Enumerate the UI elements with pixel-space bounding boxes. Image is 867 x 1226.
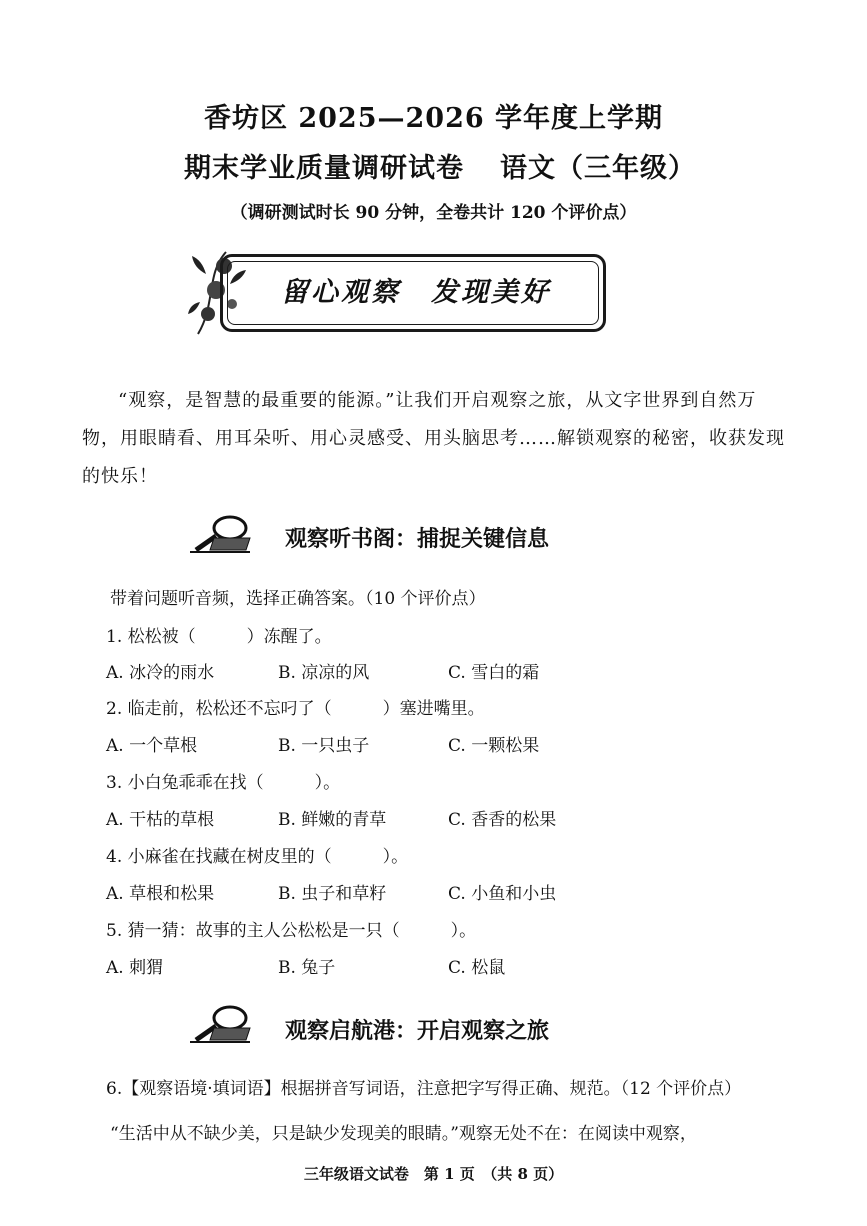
exam-subject: 语文（三年级） xyxy=(500,153,696,184)
answer-option[interactable]: B. 一只虫子 xyxy=(278,736,370,756)
answer-option[interactable]: B. 鲜嫩的青草 xyxy=(278,810,387,830)
answer-option[interactable]: C. 一颗松果 xyxy=(448,736,540,756)
question-stem: 3. 小白兔乖乖在找（ ）。 xyxy=(106,773,341,793)
answer-option[interactable]: B. 虫子和草籽 xyxy=(278,884,387,904)
section-title-observation: 观察启航港：开启观察之旅 xyxy=(285,1018,550,1044)
question-stem: 1. 松松被（ ）冻醒了。 xyxy=(106,627,332,647)
section-instruction: 带着问题听音频，选择正确答案。（10 个评价点） xyxy=(110,589,486,609)
exam-title-line1: 香坊区 2025—2026 学年度上学期 xyxy=(203,103,664,134)
question-6-stem: 6.【观察语境·填词语】根据拼音写词语，注意把字写得正确、规范。（12 个评价点） xyxy=(106,1079,742,1099)
banner-title: 留心观察 发现美好 xyxy=(281,277,551,308)
answer-option[interactable]: A. 干枯的草根 xyxy=(106,810,215,830)
answer-option[interactable]: A. 草根和松果 xyxy=(106,884,215,904)
answer-option[interactable]: C. 小鱼和小虫 xyxy=(448,884,557,904)
page-footer: 三年级语文试卷 第 1 页 （共 8 页） xyxy=(303,1165,564,1183)
answer-option[interactable]: A. 刺猬 xyxy=(106,958,164,978)
answer-option[interactable]: A. 冰冷的雨水 xyxy=(106,663,215,683)
magnifier-book-icon xyxy=(186,1002,260,1046)
question-stem: 4. 小麻雀在找藏在树皮里的（ ）。 xyxy=(106,847,409,867)
intro-paragraph: “观察，是智慧的最重要的能源。”让我们开启观察之旅，从文字世界到自然万物，用眼睛看、用耳朵听、用心灵感受、用头脑思考……解锁观察的秘密，收获发现的快乐！ xyxy=(82,390,785,487)
section-title-listening: 观察听书阁：捕捉关键信息 xyxy=(285,526,550,552)
magnifier-book-icon xyxy=(186,512,260,556)
answer-option[interactable]: B. 兔子 xyxy=(278,958,336,978)
exam-subtitle: （调研测试时长 90 分钟，全卷共计 120 个评价点） xyxy=(230,203,637,223)
answer-option[interactable]: C. 松鼠 xyxy=(448,958,506,978)
question-stem: 2. 临走前，松松还不忘叼了（ ）塞进嘴里。 xyxy=(106,699,485,719)
exam-title-line2: 期末学业质量调研试卷 xyxy=(184,153,464,184)
answer-option[interactable]: C. 香香的松果 xyxy=(448,810,557,830)
theme-banner xyxy=(186,244,616,340)
question-6-passage: “生活中从不缺少美，只是缺少发现美的眼睛。”观察无处不在：在阅读中观察， xyxy=(110,1124,697,1144)
question-stem: 5. 猜一猜：故事的主人公松松是一只（ ）。 xyxy=(106,921,477,941)
answer-option[interactable]: B. 凉凉的风 xyxy=(278,663,370,683)
answer-option[interactable]: C. 雪白的霜 xyxy=(448,663,540,683)
answer-option[interactable]: A. 一个草根 xyxy=(106,736,198,756)
